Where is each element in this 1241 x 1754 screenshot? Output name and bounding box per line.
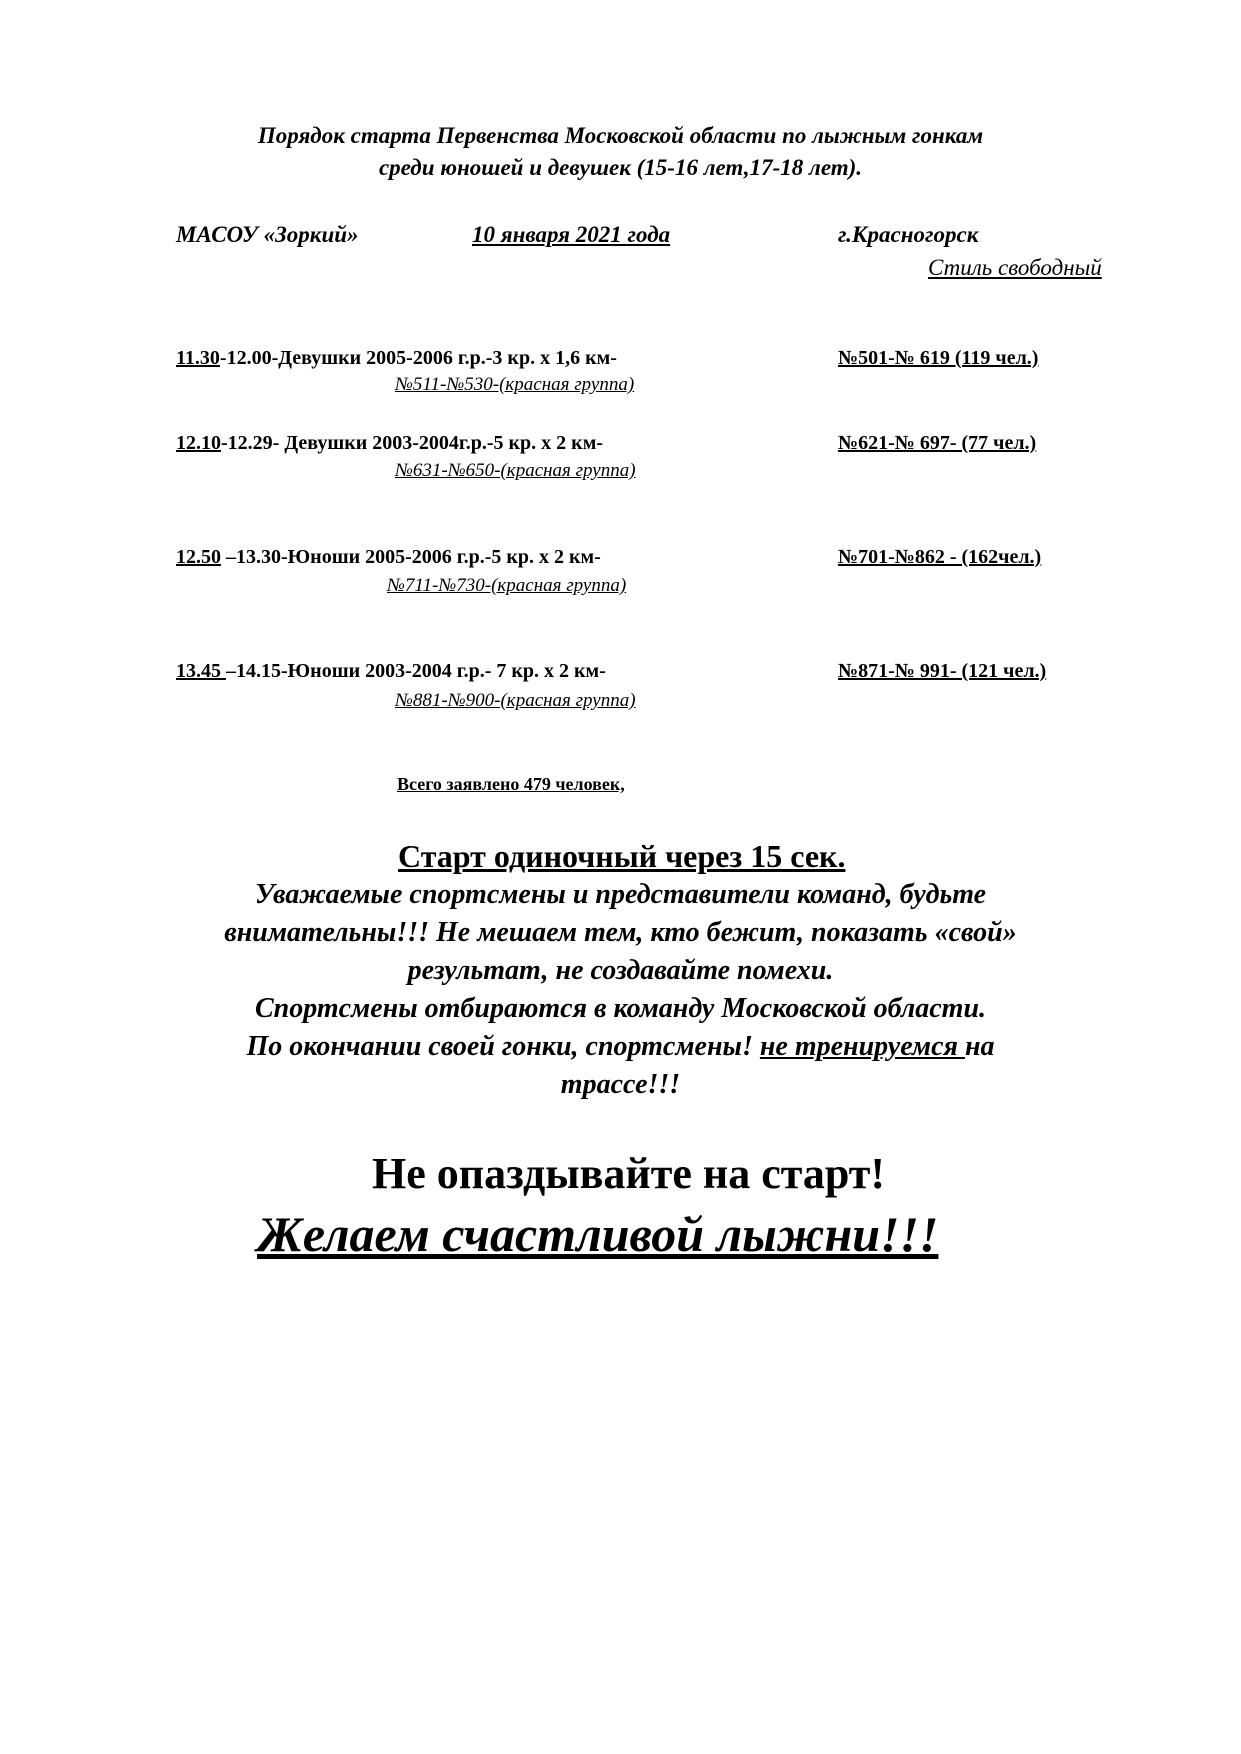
red-group-range: №711-№730-(красная группа) bbox=[387, 575, 627, 596]
appeal-line-5 bbox=[0, 1028, 1241, 1065]
schedule-row-1 bbox=[176, 347, 617, 370]
venue-name: МАСОУ «Зоркий» bbox=[176, 222, 359, 247]
appeal-line-5-start: По окончании своей гонки, спортсмены! bbox=[246, 1031, 760, 1062]
closing-good-luck: Желаем счастливой лыжни!!! bbox=[257, 1206, 939, 1262]
schedule-bib-range: №871-№ 991- (121 чел.) bbox=[838, 660, 1047, 682]
schedule-time-start: 11.30 bbox=[176, 347, 220, 369]
appeal-line-5-end: на bbox=[964, 1031, 995, 1062]
red-group-range: №511-№530-(красная группа) bbox=[395, 374, 635, 395]
schedule-row-4 bbox=[176, 660, 606, 683]
schedule-time-start: 13.45 bbox=[176, 660, 226, 682]
schedule-bib-range: №501-№ 619 (119 чел.) bbox=[838, 347, 1039, 369]
schedule-description: –13.30-Юноши 2005-2006 г.р.-5 кр. х 2 км- bbox=[221, 546, 601, 568]
appeal-no-training-emphasis: не тренируемся bbox=[759, 1031, 965, 1062]
document-title-line-2: среди юношей и девушек (15-16 лет,17-18 лет). bbox=[378, 155, 863, 180]
red-group-range: №881-№900-(красная группа) bbox=[395, 690, 636, 711]
appeal-line-4: Спортсмены отбираются в команду Московской области. bbox=[254, 993, 987, 1024]
closing-dont-be-late: Не опаздывайте на старт! bbox=[372, 1149, 886, 1198]
appeal-line-3: результат, не создавайте помехи. bbox=[407, 955, 834, 986]
schedule-bib-range: №701-№862 - (162чел.) bbox=[838, 546, 1042, 568]
schedule-description: -12.29- Девушки 2003-2004г.р.-5 кр. х 2 км- bbox=[221, 432, 603, 454]
red-group-range: №631-№650-(красная группа) bbox=[395, 460, 636, 481]
start-interval-note: Старт одиночный через 15 сек. bbox=[398, 838, 846, 874]
event-date: 10 января 2021 года bbox=[472, 222, 671, 247]
race-style: Стиль свободный bbox=[928, 255, 1102, 280]
event-city: г.Красногорск bbox=[838, 222, 979, 247]
schedule-description: –14.15-Юноши 2003-2004 г.р.- 7 кр. х 2 км- bbox=[226, 660, 606, 682]
appeal-line-1: Уважаемые спортсмены и представители команд, будьте bbox=[254, 879, 987, 910]
schedule-time-start: 12.10 bbox=[176, 432, 221, 454]
document-title-line-1: Порядок старта Первенства Московской области по лыжным гонкам bbox=[257, 123, 984, 148]
appeal-line-2: внимательны!!! Не мешаем тем, кто бежит, показать «свой» bbox=[224, 917, 1017, 948]
schedule-time-start: 12.50 bbox=[176, 546, 221, 568]
appeal-line-6: трассе!!! bbox=[560, 1069, 681, 1100]
schedule-row-2 bbox=[176, 432, 603, 455]
total-registered: Всего заявлено 479 человек, bbox=[397, 774, 625, 794]
schedule-row-3 bbox=[176, 546, 601, 569]
schedule-description: -12.00-Девушки 2005-2006 г.р.-3 кр. х 1,6 км- bbox=[219, 347, 617, 369]
schedule-bib-range: №621-№ 697- (77 чел.) bbox=[838, 432, 1037, 454]
